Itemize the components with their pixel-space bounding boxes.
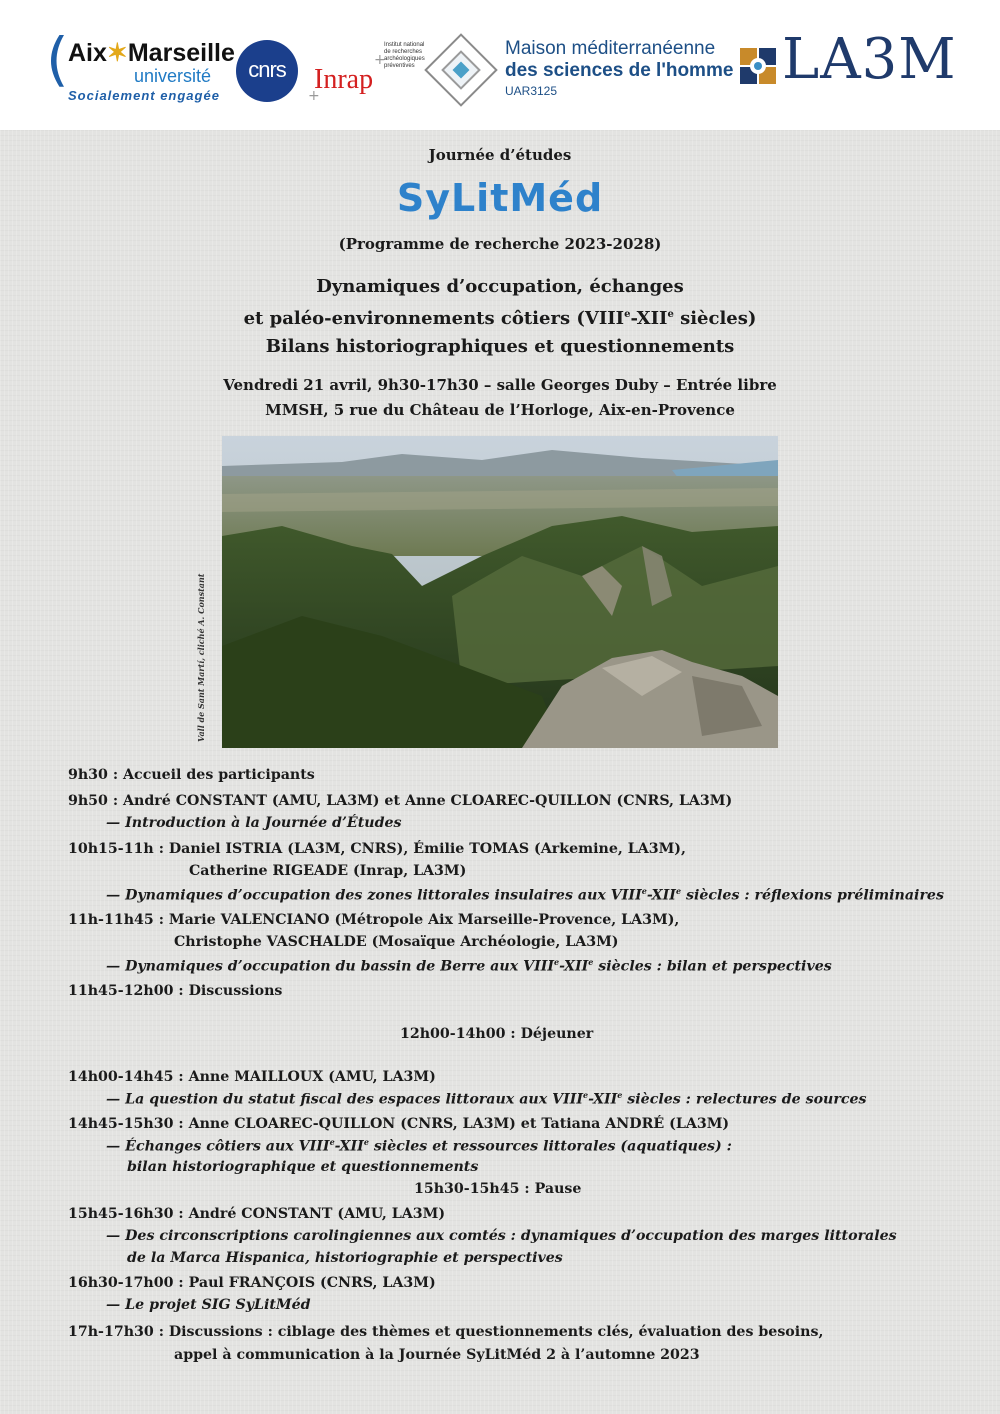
talk-title: — Échanges côtiers aux VIIIe-XIIe siècles et ressources littorales (aquatiques) : [106, 1137, 732, 1155]
schedule-item: 15h45-16h30 : André CONSTANT (AMU, LA3M) [68, 1206, 446, 1222]
schedule-item: 9h30 : Accueil des participants [68, 767, 315, 783]
pause: 15h30-15h45 : Pause [414, 1181, 582, 1197]
mmsh-emblem-icon [424, 33, 498, 107]
photo-credit: Vall de Sant Martí, cliché A. Constant [196, 573, 206, 742]
event-title: SyLitMéd [396, 176, 604, 220]
schedule-item: 10h15-11h : Daniel ISTRIA (LA3M, CNRS), Émilie TOMAS (Arkemine, LA3M), [68, 841, 686, 857]
talk-title: — Le projet SIG SyLitMéd [106, 1297, 311, 1313]
schedule-item: 9h50 : André CONSTANT (AMU, LA3M) et Anne CLOAREC-QUILLON (CNRS, LA3M) [68, 793, 733, 809]
cnrs-logo: cnrs [236, 40, 298, 102]
speaker-continuation: Catherine RIGEADE (Inrap, LA3M) [189, 863, 467, 879]
speaker-continuation: Christophe VASCHALDE (Mosaïque Archéologie, LA3M) [174, 934, 619, 950]
la3m-logo: LA3M [782, 27, 957, 92]
schedule-item: 14h00-14h45 : Anne MAILLOUX (AMU, LA3M) [68, 1069, 436, 1085]
schedule-item-continuation: appel à communication à la Journée SyLitMéd 2 à l’automne 2023 [174, 1347, 700, 1363]
talk-title: — Dynamiques d’occupation du bassin de Berre aux VIIIe-XIIe siècles : bilan et perspectives [106, 957, 832, 975]
lunch-break: 12h00-14h00 : Déjeuner [400, 1026, 594, 1042]
event-date-place: Vendredi 21 avril, 9h30-17h30 – salle Georges Duby – Entrée libre MMSH, 5 rue du Château de l’Horloge, Aix-en-Provence [223, 376, 777, 419]
la3m-emblem-icon [738, 46, 778, 86]
schedule-item: 11h-11h45 : Marie VALENCIANO (Métropole Aix Marseille-Provence, LA3M), [68, 912, 680, 928]
landscape-photo [222, 436, 778, 748]
amu-logo: ( Aix✶Marseille université Socialement engagée [46, 25, 235, 103]
event-subtitle: Dynamiques d’occupation, échanges et paléo-environnements côtiers (VIIIe-XIIe siècles) Bilans historiographiques et questionnements [243, 276, 757, 357]
schedule-item: 17h-17h30 : Discussions : ciblage des thèmes et questionnements clés, évaluation des besoins, [68, 1324, 824, 1340]
schedule-item: 14h45-15h30 : Anne CLOAREC-QUILLON (CNRS, LA3M) et Tatiana ANDRÉ (LA3M) [68, 1116, 730, 1132]
schedule-item: 16h30-17h00 : Paul FRANÇOIS (CNRS, LA3M) [68, 1275, 436, 1291]
logo-banner [0, 0, 1000, 130]
event-type: Journée d’études [428, 146, 572, 164]
talk-title: — La question du statut fiscal des espaces littoraux aux VIIIe-XIIe siècles : relectures de sources [106, 1090, 867, 1108]
talk-title-continuation: bilan historiographique et questionnements [127, 1159, 479, 1175]
talk-title-continuation: de la Marca Hispanica, historiographie et perspectives [127, 1250, 563, 1266]
mmsh-logo: Maison méditerranéenne des sciences de l'homme UAR3125 [505, 38, 734, 98]
talk-title: — Des circonscriptions carolingiennes aux comtés : dynamiques d’occupation des marges littorales [106, 1228, 897, 1244]
talk-title: — Dynamiques d’occupation des zones littorales insulaires aux VIIIe-XIIe siècles : réflexions préliminaires [106, 886, 944, 904]
schedule-item: 11h45-12h00 : Discussions [68, 983, 283, 999]
talk-title: — Introduction à la Journée d’Études [106, 815, 402, 831]
programme-years: (Programme de recherche 2023-2028) [338, 235, 662, 253]
inrap-logo: Institut national de recherches archéologiques préventives Inrap + + [308, 42, 425, 104]
